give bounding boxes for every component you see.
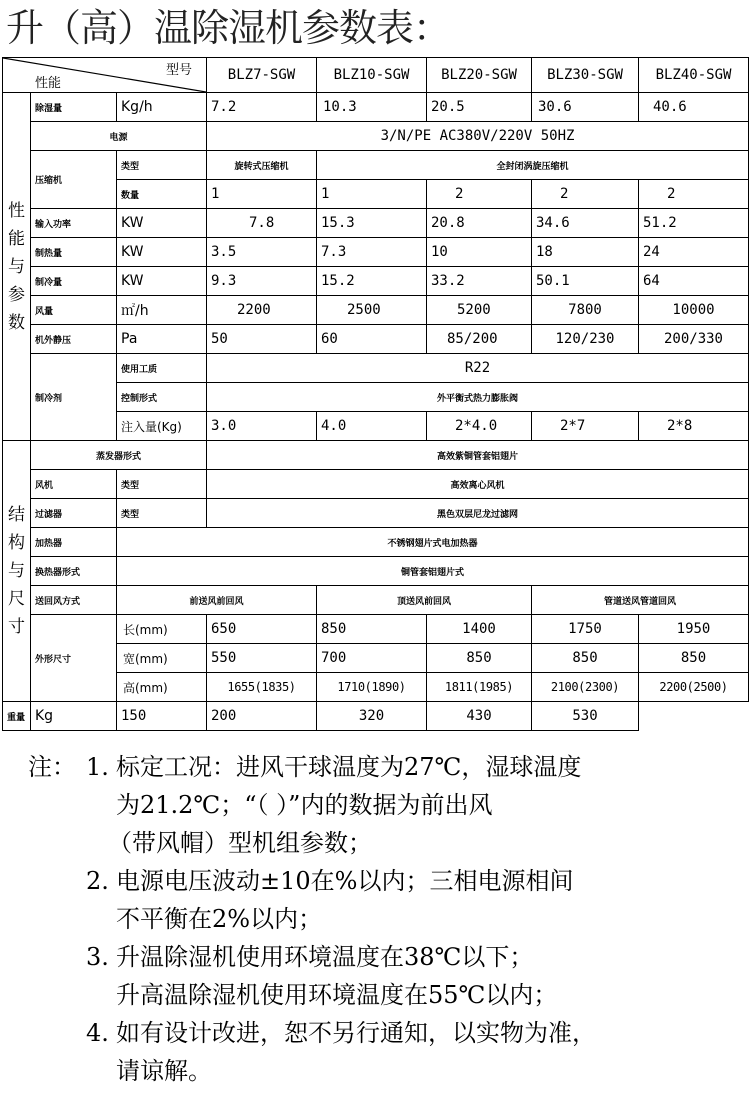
cell-value: 1400 (427, 615, 532, 644)
row-filter (3, 499, 749, 528)
row-sublabel: 使用工质 (117, 354, 207, 383)
spec-table (2, 57, 749, 731)
cell-value: 3.5 (207, 238, 317, 267)
cell-value: 20.8 (427, 209, 532, 238)
row-weight (3, 702, 749, 731)
cell-value: 34.6 (532, 209, 639, 238)
cell-value-merged: 3/N/PE AC380V/220V 50HZ (207, 122, 749, 151)
row-sublabel: 控制形式 (117, 383, 207, 412)
row-compressor-type (3, 151, 749, 180)
row-label: 输入功率 (31, 209, 117, 238)
cell-value: 51.2 (639, 209, 749, 238)
row-label: 加热器 (31, 528, 117, 557)
row-exchanger (3, 557, 749, 586)
row-label: 换热器形式 (31, 557, 117, 586)
cell-value: 1 (207, 180, 317, 209)
cell-value: 15.2 (317, 267, 427, 296)
row-heater (3, 528, 749, 557)
row-label: 风量 (31, 296, 117, 325)
cell-value: 200 (207, 702, 317, 731)
cell-value: 3.0 (207, 412, 317, 441)
row-unit: KW (117, 238, 207, 267)
section-performance: 性能与参数 (3, 93, 31, 441)
note-line: 电源电压波动±10在%以内；三相电源相间 (116, 867, 574, 895)
cell-value: 7.2 (207, 93, 317, 122)
cell-value: 120/230 (532, 325, 639, 354)
cell-value: 18 (532, 238, 639, 267)
cell-value: 7800 (532, 296, 639, 325)
cell-value: 30.6 (532, 93, 639, 122)
cell-value: 10 (427, 238, 532, 267)
cell-value: 700 (317, 644, 427, 673)
note-line: 请谅解。 (116, 1057, 212, 1085)
row-label: 制热量 (31, 238, 117, 267)
cell-value: 50.1 (532, 267, 639, 296)
cell-value-merged: 铜管套铝翅片式 (117, 557, 749, 586)
row-cooling (3, 267, 749, 296)
note-2 (28, 862, 743, 900)
cell-value-merged: 高效紫铜管套铝翅片 (207, 441, 749, 470)
row-air-mode (3, 586, 749, 615)
row-sublabel: 宽(mm) (117, 644, 207, 673)
cell-value-merged: 不锈钢翅片式电加热器 (117, 528, 749, 557)
cell-value: 2*7 (532, 412, 639, 441)
cell-value: 430 (427, 702, 532, 731)
row-power-supply (3, 122, 749, 151)
row-label: 制冷量 (31, 267, 117, 296)
row-airflow (3, 296, 749, 325)
cell-value: 4.0 (317, 412, 427, 441)
notes-lead: 注： (28, 753, 76, 781)
cell-value-merged: 全封闭涡旋压缩机 (317, 151, 749, 180)
row-label: 机外静压 (31, 325, 117, 354)
cell-value: 850 (532, 644, 639, 673)
row-dehumid (3, 93, 749, 122)
cell-value: 2200 (207, 296, 317, 325)
cell-value: 9.3 (207, 267, 317, 296)
row-unit: Pa (117, 325, 207, 354)
section-structure: 结构与尺寸 (3, 441, 31, 702)
cell-value: 850 (639, 644, 749, 673)
note-number: 3. (86, 943, 109, 971)
cell-value-merged: 顶送风前回风 (317, 586, 532, 615)
cell-value: 850 (427, 644, 532, 673)
cell-value: 2 (532, 180, 639, 209)
model-header: BLZ40-SGW (639, 58, 749, 93)
row-label: 送回风方式 (31, 586, 117, 615)
row-sublabel: 类型 (117, 499, 207, 528)
row-evaporator (3, 441, 749, 470)
cell-value: 2*8 (639, 412, 749, 441)
cell-value: 1710(1890) (317, 673, 427, 702)
row-input-power (3, 209, 749, 238)
note-number: 4. (86, 1019, 109, 1047)
cell-value: 5200 (427, 296, 532, 325)
cell-value: 2200(2500) (639, 673, 749, 702)
row-sublabel: 注入量(Kg) (117, 412, 207, 441)
corner-perf-label: 性能 (35, 76, 62, 91)
cell-value: 10000 (639, 296, 749, 325)
model-header: BLZ30-SGW (532, 58, 639, 93)
cell-value: 33.2 (427, 267, 532, 296)
model-header: BLZ7-SGW (207, 58, 317, 93)
notes-block (28, 748, 743, 1090)
cell-value: 2 (427, 180, 532, 209)
row-label: 电源 (31, 122, 207, 151)
cell-value: 650 (207, 615, 317, 644)
row-label: 重量 (3, 702, 31, 731)
cell-value: 20.5 (427, 93, 532, 122)
cell-value: 7.8 (207, 209, 317, 238)
note-1 (28, 748, 743, 786)
header-corner (3, 58, 207, 93)
row-label: 压缩机 (31, 151, 117, 209)
note-line: （带风帽）型机组参数； (108, 829, 372, 857)
cell-value: 1655(1835) (207, 673, 317, 702)
row-sublabel: 数量 (117, 180, 207, 209)
model-header: BLZ20-SGW (427, 58, 532, 93)
cell-value-merged: 管道送风管道回风 (532, 586, 749, 615)
cell-value: 1950 (639, 615, 749, 644)
note-line: 升温除湿机使用环境温度在38℃以下； (116, 943, 534, 971)
row-label: 过滤器 (31, 499, 117, 528)
row-static-pressure (3, 325, 749, 354)
note-number: 2. (86, 867, 109, 895)
row-unit: Kg (31, 702, 117, 731)
row-heating (3, 238, 749, 267)
row-unit: Kg/h (117, 93, 207, 122)
cell-value: 50 (207, 325, 317, 354)
cell-value: 550 (207, 644, 317, 673)
cell-value: 10.3 (317, 93, 427, 122)
row-refrigerant-medium (3, 354, 749, 383)
cell-value-merged: R22 (207, 354, 749, 383)
cell-value: 1811(1985) (427, 673, 532, 702)
cell-value: 64 (639, 267, 749, 296)
cell-value: 旋转式压缩机 (207, 151, 317, 180)
row-sublabel: 类型 (117, 470, 207, 499)
cell-value: 60 (317, 325, 427, 354)
note-line: 升高温除湿机使用环境温度在55℃以内； (116, 981, 558, 1009)
row-dim-length (3, 615, 749, 644)
row-label: 风机 (31, 470, 117, 499)
cell-value: 40.6 (639, 93, 749, 122)
page-title: 升（高）温除湿机参数表： (6, 6, 451, 50)
cell-value: 320 (317, 702, 427, 731)
row-unit: KW (117, 209, 207, 238)
cell-value: 1 (317, 180, 427, 209)
corner-model-label: 型号 (165, 63, 192, 78)
cell-value: 1750 (532, 615, 639, 644)
cell-value-merged: 黑色双层尼龙过滤网 (207, 499, 749, 528)
row-sublabel: 类型 (117, 151, 207, 180)
note-4 (28, 1014, 743, 1052)
row-label: 外形尺寸 (31, 615, 117, 702)
row-label: 蒸发器形式 (31, 441, 207, 470)
note-number: 1. (86, 753, 109, 781)
cell-value: 85/200 (427, 325, 532, 354)
note-line: 标定工况：进风干球温度为27℃，湿球温度 (116, 753, 582, 781)
row-fan (3, 470, 749, 499)
cell-value: 2100(2300) (532, 673, 639, 702)
cell-value: 850 (317, 615, 427, 644)
row-sublabel: 高(mm) (117, 673, 207, 702)
header-row (3, 58, 749, 93)
cell-value: 150 (117, 702, 207, 731)
cell-value: 24 (639, 238, 749, 267)
cell-value: 15.3 (317, 209, 427, 238)
row-unit: KW (117, 267, 207, 296)
cell-value-merged: 高效离心风机 (207, 470, 749, 499)
cell-value: 2*4.0 (427, 412, 532, 441)
row-unit: ㎡/h (117, 296, 207, 325)
cell-value-merged: 前送风前回风 (117, 586, 317, 615)
cell-value-merged: 外平衡式热力膨胀阀 (207, 383, 749, 412)
note-line: 为21.2℃；“（ ）”内的数据为前出风 (116, 791, 493, 819)
row-label: 制冷剂 (31, 354, 117, 441)
cell-value: 200/330 (639, 325, 749, 354)
note-3 (28, 938, 743, 976)
model-header: BLZ10-SGW (317, 58, 427, 93)
cell-value: 2500 (317, 296, 427, 325)
cell-value: 2 (639, 180, 749, 209)
note-line: 不平衡在2%以内； (116, 905, 323, 933)
row-sublabel: 长(mm) (117, 615, 207, 644)
cell-value: 530 (532, 702, 639, 731)
cell-value: 7.3 (317, 238, 427, 267)
note-line: 如有设计改进，恕不另行通知，以实物为准， (116, 1019, 596, 1047)
row-label: 除湿量 (31, 93, 117, 122)
